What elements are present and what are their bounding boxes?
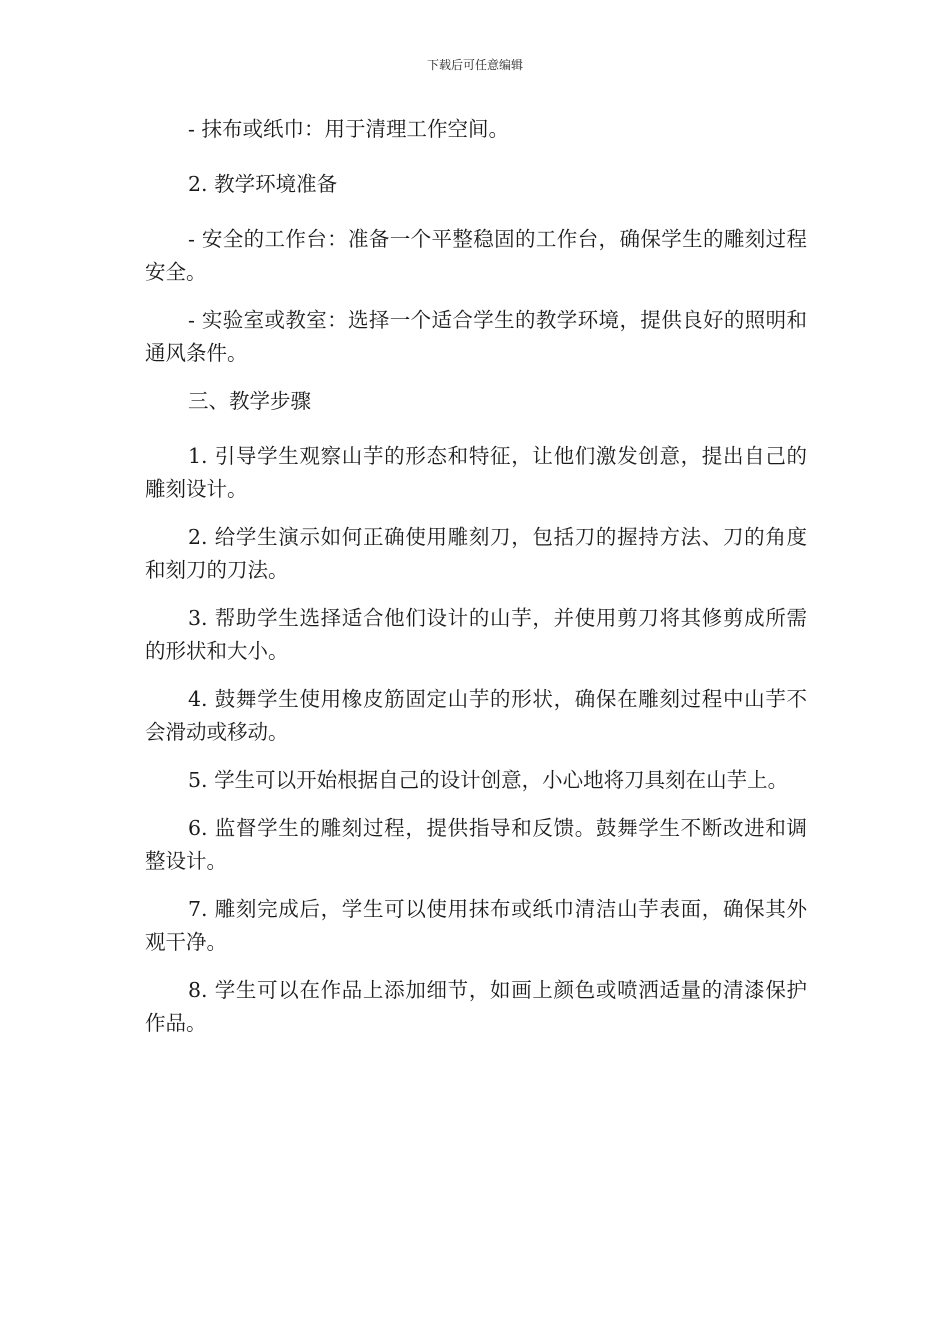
step-7: 7. 雕刻完成后，学生可以使用抹布或纸巾清洁山芋表面，确保其外观干净。 (145, 897, 807, 954)
section-heading-steps: 三、教学步骤 (188, 389, 311, 413)
step-5: 5. 学生可以开始根据自己的设计创意，小心地将刀具刻在山芋上。 (188, 768, 789, 792)
list-item-workbench: - 安全的工作台：准备一个平整稳固的工作台，确保学生的雕刻过程安全。 (145, 227, 807, 284)
section-heading-environment: 2. 教学环境准备 (188, 172, 338, 196)
list-item-cloth: - 抹布或纸巾：用于清理工作空间。 (188, 117, 509, 141)
step-1: 1. 引导学生观察山芋的形态和特征，让他们激发创意，提出自己的雕刻设计。 (145, 444, 807, 501)
step-4: 4. 鼓舞学生使用橡皮筋固定山芋的形状，确保在雕刻过程中山芋不会滑动或移动。 (145, 687, 807, 744)
list-item-classroom: - 实验室或教室：选择一个适合学生的教学环境，提供良好的照明和通风条件。 (145, 308, 807, 365)
step-6: 6. 监督学生的雕刻过程，提供指导和反馈。鼓舞学生不断改进和调整设计。 (145, 816, 807, 873)
step-2: 2. 给学生演示如何正确使用雕刻刀，包括刀的握持方法、刀的角度和刻刀的刀法。 (145, 525, 807, 582)
document-body (145, 113, 807, 1055)
header-note: 下载后可任意编辑 (426, 58, 523, 72)
step-8: 8. 学生可以在作品上添加细节，如画上颜色或喷洒适量的清漆保护作品。 (145, 978, 807, 1035)
step-3: 3. 帮助学生选择适合他们设计的山芋，并使用剪刀将其修剪成所需的形状和大小。 (145, 606, 807, 663)
